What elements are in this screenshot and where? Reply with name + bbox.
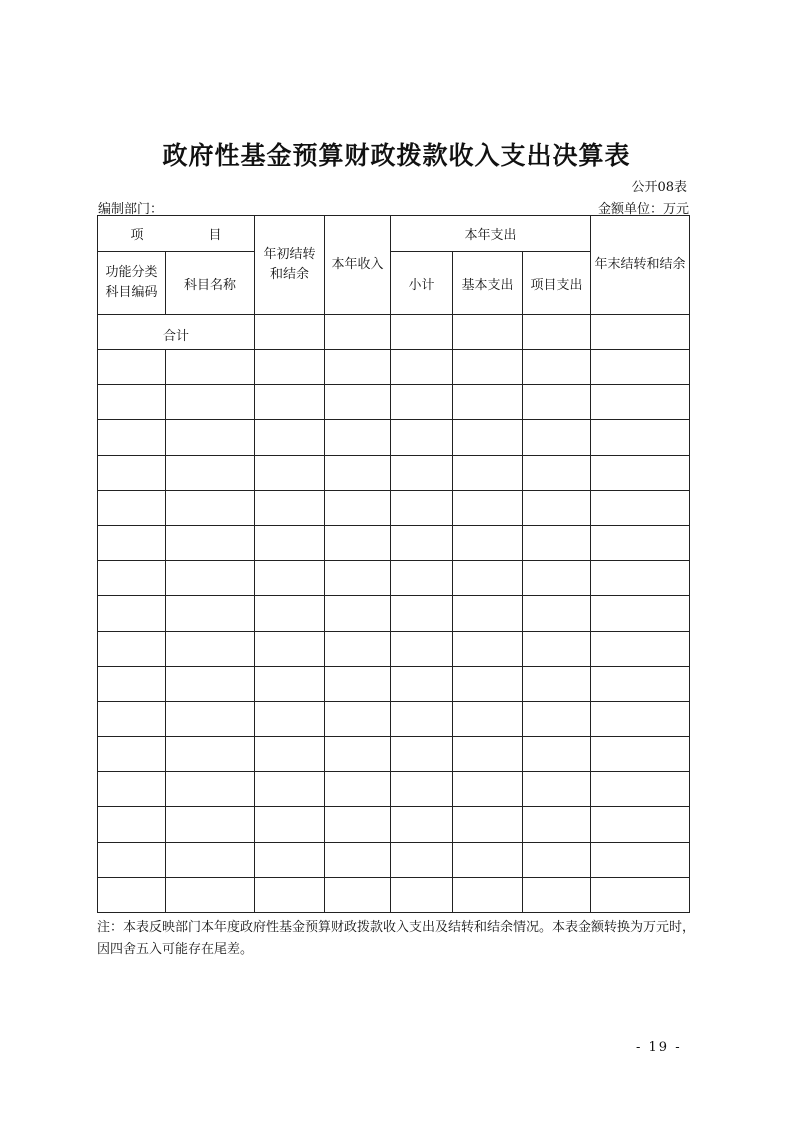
table-cell xyxy=(453,385,523,420)
table-cell xyxy=(591,596,690,631)
table-cell xyxy=(523,666,591,701)
table-cell xyxy=(453,807,523,842)
header-project: 项目支出 xyxy=(523,252,591,315)
table-cell xyxy=(391,877,453,912)
table-cell xyxy=(255,455,325,490)
header-item xyxy=(98,216,255,252)
table-cell xyxy=(255,666,325,701)
table-cell xyxy=(523,385,591,420)
table-cell xyxy=(98,737,166,772)
header-end-balance-label: 年末结转和结余 xyxy=(594,257,686,272)
table-cell xyxy=(523,772,591,807)
header-name: 科目名称 xyxy=(166,252,255,315)
total-row xyxy=(98,315,690,350)
table-cell xyxy=(523,737,591,772)
table-cell xyxy=(325,842,391,877)
table-cell xyxy=(591,561,690,596)
header-basic: 基本支出 xyxy=(453,252,523,315)
budget-table xyxy=(97,215,690,913)
table-cell xyxy=(255,596,325,631)
table-cell xyxy=(591,737,690,772)
table-cell xyxy=(453,561,523,596)
table-cell xyxy=(98,666,166,701)
table-row xyxy=(98,350,690,385)
table-cell xyxy=(391,420,453,455)
table-cell xyxy=(453,737,523,772)
page-number: - 19 - xyxy=(636,1040,682,1055)
table-cell xyxy=(325,490,391,525)
table-cell xyxy=(166,385,255,420)
table-cell xyxy=(98,631,166,666)
total-end-balance xyxy=(591,315,690,350)
table-cell xyxy=(453,596,523,631)
table-cell xyxy=(523,701,591,736)
table-cell xyxy=(453,701,523,736)
table-cell xyxy=(255,561,325,596)
table-cell xyxy=(255,842,325,877)
unit-label: 金额单位：万元 xyxy=(597,202,689,217)
table-note: 注：本表反映部门本年度政府性基金预算财政拨款收入支出及结转和结余情况。本表金额转换为万元时，因四舍五入可能存在尾差。 xyxy=(97,920,696,957)
table-cell xyxy=(325,455,391,490)
table-cell xyxy=(591,842,690,877)
table-cell xyxy=(98,561,166,596)
table-cell xyxy=(453,772,523,807)
total-label-cell xyxy=(98,315,255,350)
table-row xyxy=(98,525,690,560)
table-cell xyxy=(255,525,325,560)
table-cell xyxy=(325,772,391,807)
table-row xyxy=(98,772,690,807)
table-cell xyxy=(166,455,255,490)
table-cell xyxy=(391,350,453,385)
table-cell xyxy=(255,631,325,666)
table-row xyxy=(98,631,690,666)
table-cell xyxy=(453,666,523,701)
table-cell xyxy=(523,350,591,385)
table-cell xyxy=(391,455,453,490)
table-row xyxy=(98,455,690,490)
table-cell xyxy=(453,490,523,525)
table-cell xyxy=(255,350,325,385)
table-row xyxy=(98,385,690,420)
table-cell xyxy=(325,631,391,666)
table-cell xyxy=(166,737,255,772)
table-cell xyxy=(98,772,166,807)
table-cell xyxy=(166,842,255,877)
table-row xyxy=(98,490,690,525)
table-cell xyxy=(325,701,391,736)
table-row xyxy=(98,561,690,596)
header-expense: 本年支出 xyxy=(391,216,591,252)
header-end-balance xyxy=(591,216,690,315)
table-cell xyxy=(255,701,325,736)
table-cell xyxy=(523,490,591,525)
table-cell xyxy=(325,420,391,455)
table-cell xyxy=(166,490,255,525)
table-cell xyxy=(325,385,391,420)
table-row xyxy=(98,420,690,455)
table-cell xyxy=(98,455,166,490)
table-cell xyxy=(453,455,523,490)
table-cell xyxy=(391,807,453,842)
table-cell xyxy=(453,842,523,877)
header-income-label: 本年收入 xyxy=(331,257,384,272)
form-number: 公开08表 xyxy=(631,180,687,195)
table-cell xyxy=(391,596,453,631)
page-title: 政府性基金预算财政拨款收入支出决算表 xyxy=(162,141,631,170)
header-item-label: 项 目 xyxy=(130,228,248,243)
header-begin-balance xyxy=(255,216,325,315)
table-cell xyxy=(391,701,453,736)
table-cell xyxy=(98,385,166,420)
table-cell xyxy=(166,666,255,701)
table-cell xyxy=(255,807,325,842)
table-cell xyxy=(391,772,453,807)
table-cell xyxy=(591,807,690,842)
table-cell xyxy=(166,525,255,560)
table-cell xyxy=(255,772,325,807)
table-cell xyxy=(391,737,453,772)
total-subtotal xyxy=(391,315,453,350)
table-cell xyxy=(98,525,166,560)
table-cell xyxy=(453,877,523,912)
header-code xyxy=(98,252,166,315)
table-cell xyxy=(325,525,391,560)
table-cell xyxy=(523,455,591,490)
table-cell xyxy=(591,420,690,455)
total-label: 合计 xyxy=(163,329,190,344)
table-cell xyxy=(591,525,690,560)
table-cell xyxy=(391,666,453,701)
table-cell xyxy=(391,842,453,877)
table-cell xyxy=(453,350,523,385)
table-cell xyxy=(325,877,391,912)
table-cell xyxy=(255,385,325,420)
table-row xyxy=(98,666,690,701)
table-row xyxy=(98,842,690,877)
header-subtotal: 小计 xyxy=(391,252,453,315)
table-cell xyxy=(523,420,591,455)
table-cell xyxy=(453,525,523,560)
table-row xyxy=(98,596,690,631)
header-begin-balance-label: 年初结转和结余 xyxy=(263,247,316,282)
table-cell xyxy=(591,772,690,807)
table-cell xyxy=(523,807,591,842)
table-cell xyxy=(591,701,690,736)
table-cell xyxy=(325,350,391,385)
table-row xyxy=(98,701,690,736)
table-cell xyxy=(523,596,591,631)
table-cell xyxy=(391,525,453,560)
table-cell xyxy=(591,455,690,490)
total-income xyxy=(325,315,391,350)
table-cell xyxy=(166,807,255,842)
table-cell xyxy=(98,420,166,455)
table-cell xyxy=(523,877,591,912)
table-cell xyxy=(98,596,166,631)
table-cell xyxy=(98,701,166,736)
table-cell xyxy=(166,701,255,736)
table-cell xyxy=(591,490,690,525)
header-code-label: 功能分类科目编码 xyxy=(105,265,158,300)
table-cell xyxy=(255,737,325,772)
table-cell xyxy=(166,877,255,912)
table-cell xyxy=(523,525,591,560)
table-cell xyxy=(166,596,255,631)
table-row xyxy=(98,807,690,842)
table-cell xyxy=(325,596,391,631)
table-cell xyxy=(453,420,523,455)
table-cell xyxy=(325,737,391,772)
table-cell xyxy=(98,350,166,385)
table-cell xyxy=(523,631,591,666)
table-cell xyxy=(391,561,453,596)
table-cell xyxy=(591,631,690,666)
total-project xyxy=(523,315,591,350)
table-cell xyxy=(391,385,453,420)
table-cell xyxy=(98,877,166,912)
header-income xyxy=(325,216,391,315)
table-cell xyxy=(325,666,391,701)
table-row xyxy=(98,737,690,772)
table-cell xyxy=(98,807,166,842)
table-cell xyxy=(591,350,690,385)
table-cell xyxy=(325,807,391,842)
table-cell xyxy=(591,385,690,420)
table-cell xyxy=(255,420,325,455)
table-cell xyxy=(166,772,255,807)
table-cell xyxy=(591,877,690,912)
table-cell xyxy=(391,631,453,666)
dept-label: 编制部门： xyxy=(98,202,164,217)
total-basic xyxy=(453,315,523,350)
table-cell xyxy=(166,350,255,385)
total-begin-balance xyxy=(255,315,325,350)
table-cell xyxy=(523,842,591,877)
table-cell xyxy=(453,631,523,666)
table-cell xyxy=(166,561,255,596)
table-cell xyxy=(523,561,591,596)
table-cell xyxy=(255,490,325,525)
table-cell xyxy=(98,490,166,525)
table-cell xyxy=(391,490,453,525)
table-cell xyxy=(591,666,690,701)
table-cell xyxy=(166,420,255,455)
table-row xyxy=(98,877,690,912)
table-cell xyxy=(255,877,325,912)
table-cell xyxy=(325,561,391,596)
table-cell xyxy=(98,842,166,877)
table-cell xyxy=(166,631,255,666)
